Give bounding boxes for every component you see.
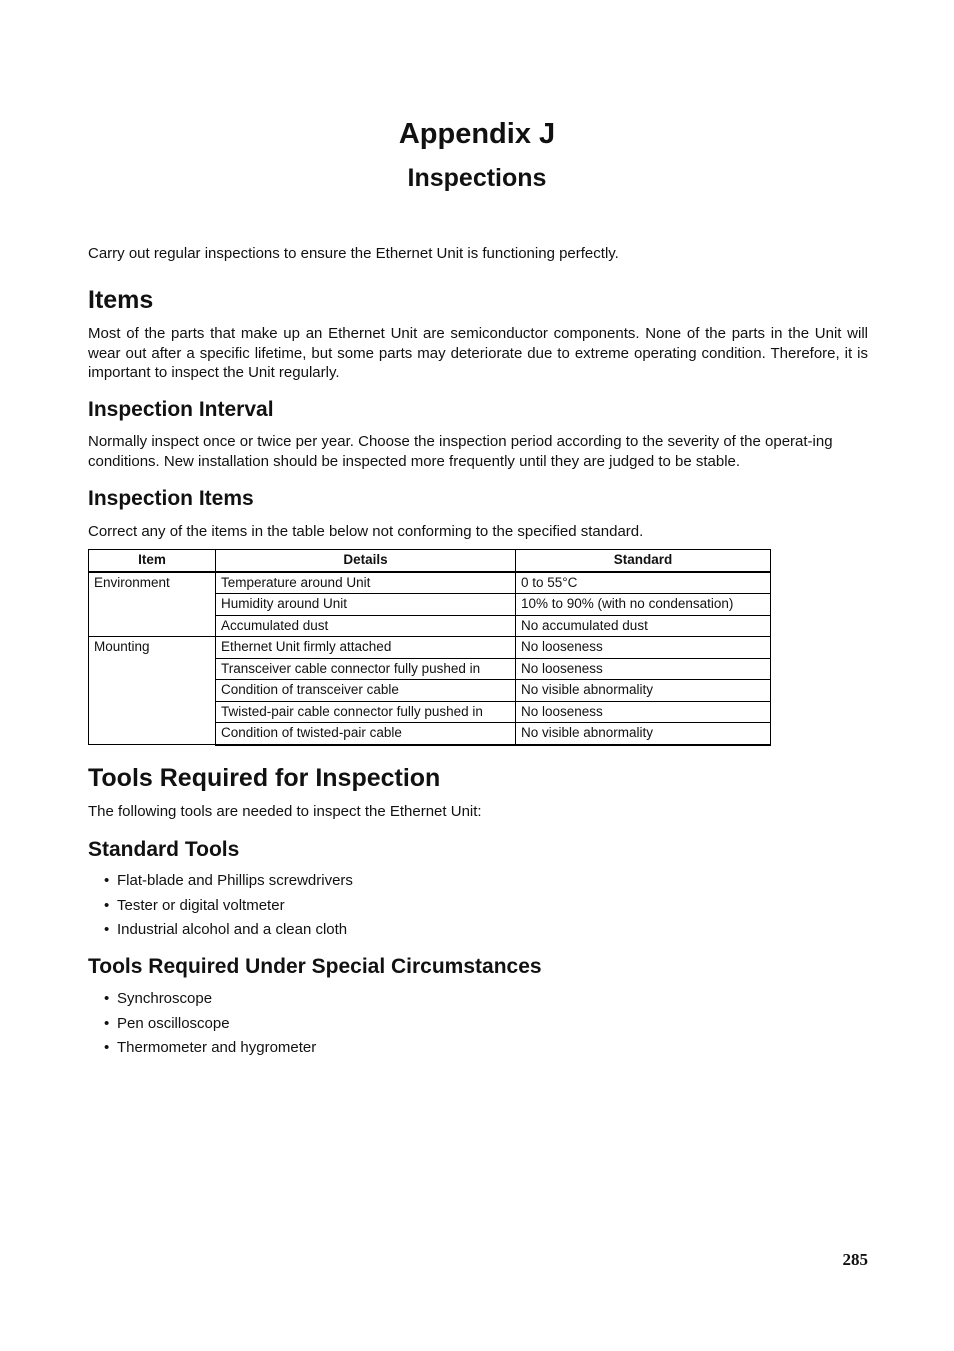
inspection-interval-paragraph: Normally inspect once or twice per year. Choose the inspection period according to the severity of the operat-ing conditions. New installation should be inspected more frequently until they are judged to be stable. xyxy=(88,433,833,470)
item-cell: Mounting xyxy=(89,637,216,745)
standard-tools-heading: Standard Tools xyxy=(88,838,240,861)
standard-tools-list xyxy=(104,871,353,945)
details-cell: Twisted-pair cable connector fully pushed in xyxy=(216,701,516,723)
bullet-icon: • xyxy=(104,872,110,889)
list-item-text: Thermometer and hygrometer xyxy=(117,1039,317,1056)
list-item xyxy=(104,1038,316,1063)
list-item xyxy=(104,920,353,945)
intro-paragraph: Carry out regular inspections to ensure the Ethernet Unit is functioning perfectly. xyxy=(88,245,619,262)
standard-cell: 0 to 55°C xyxy=(516,572,771,594)
inspection-interval-heading: Inspection Interval xyxy=(88,398,274,421)
list-item xyxy=(104,1014,316,1039)
bullet-icon: • xyxy=(104,990,110,1007)
bullet-icon: • xyxy=(104,1014,110,1032)
details-cell: Condition of twisted-pair cable xyxy=(216,723,516,745)
details-cell: Ethernet Unit firmly attached xyxy=(216,637,516,659)
items-paragraph: Most of the parts that make up an Ethernet Unit are semiconductor components. None of the parts in the Unit will wear out after a specific lifetime, but some parts may deteriorate due to extreme operating condition. Therefore, it is important to inspect the Unit regularly. xyxy=(88,325,868,381)
standard-cell: No accumulated dust xyxy=(516,615,771,637)
standard-cell: No looseness xyxy=(516,658,771,680)
tools-paragraph: The following tools are needed to inspect the Ethernet Unit: xyxy=(88,803,482,820)
details-cell: Humidity around Unit xyxy=(216,594,516,616)
page-number: 285 xyxy=(842,1250,868,1269)
bullet-icon: • xyxy=(104,1039,110,1056)
table-header-row xyxy=(89,550,771,572)
inspection-items-paragraph: Correct any of the items in the table below not conforming to the specified standard. xyxy=(88,523,644,540)
table-row xyxy=(89,637,771,659)
items-heading: Items xyxy=(88,286,154,314)
list-item-text: Synchroscope xyxy=(117,990,213,1007)
list-item-text: Industrial alcohol and a clean cloth xyxy=(117,921,348,938)
standard-cell: No visible abnormality xyxy=(516,723,771,745)
list-item xyxy=(104,989,316,1014)
details-cell: Transceiver cable connector fully pushed in xyxy=(216,658,516,680)
item-cell: Environment xyxy=(89,572,216,637)
bullet-icon: • xyxy=(104,921,110,938)
special-tools-list xyxy=(104,989,316,1063)
table-row xyxy=(89,572,771,594)
appendix-subtitle: Inspections xyxy=(407,164,547,192)
standard-cell: No visible abnormality xyxy=(516,680,771,702)
column-header-item: Item xyxy=(89,550,216,572)
details-cell: Accumulated dust xyxy=(216,615,516,637)
list-item-text: Flat-blade and Phillips screwdrivers xyxy=(117,872,353,889)
standard-cell: No looseness xyxy=(516,637,771,659)
appendix-title: Appendix J xyxy=(398,118,556,150)
special-tools-heading: Tools Required Under Special Circumstances xyxy=(88,955,542,978)
standard-cell: No looseness xyxy=(516,701,771,723)
inspection-table xyxy=(88,549,771,746)
list-item-text: Pen oscilloscope xyxy=(117,1014,230,1032)
tools-heading: Tools Required for Inspection xyxy=(88,764,441,792)
column-header-standard: Standard xyxy=(516,550,771,572)
standard-cell: 10% to 90% (with no condensation) xyxy=(516,594,771,616)
list-item-text: Tester or digital voltmeter xyxy=(117,896,285,914)
details-cell: Condition of transceiver cable xyxy=(216,680,516,702)
list-item xyxy=(104,871,353,896)
inspection-items-heading: Inspection Items xyxy=(88,487,254,510)
details-cell: Temperature around Unit xyxy=(216,572,516,594)
column-header-details: Details xyxy=(216,550,516,572)
bullet-icon: • xyxy=(104,896,110,914)
list-item xyxy=(104,896,353,921)
